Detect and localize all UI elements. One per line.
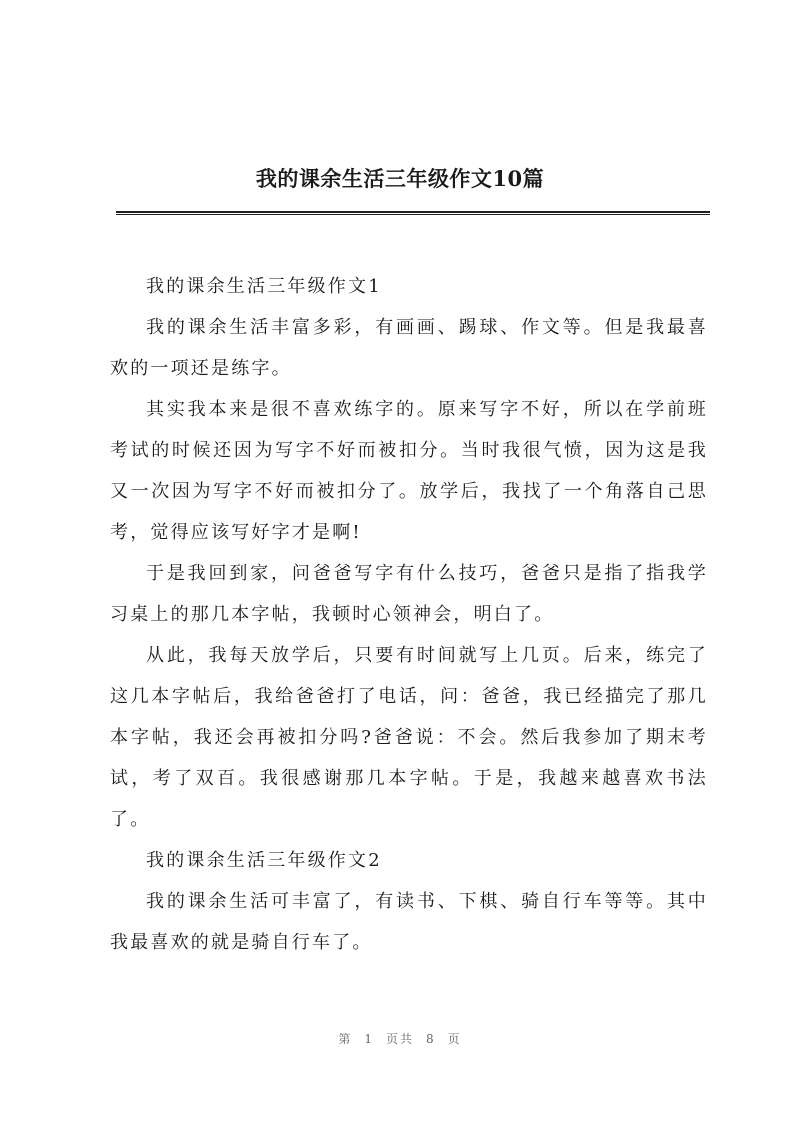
paragraph: 于是我回到家，问爸爸写字有什么技巧，爸爸只是指了指我学习桌上的那几本字帖，我顿时心领神会，明白了。 (110, 563, 708, 625)
footer-prefix: 第 (338, 1032, 353, 1046)
paragraph: 我的课余生活可丰富了，有读书、下棋、骑自行车等等。其中我最喜欢的就是骑自行车了。 (110, 891, 708, 953)
paragraph: 从此，我每天放学后，只要有时间就写上几页。后来，练完了这几本字帖后，我给爸爸打了电话，问：爸爸，我已经描完了那几本字帖，我还会再被扣分吗?爸爸说：不会。然后我参加了期末考试，考了双百。我很感谢那几本字帖。于是，我越来越喜欢书法了。 (110, 645, 708, 830)
document-body (110, 266, 708, 963)
footer-middle: 页共 (385, 1032, 414, 1046)
section-heading-1: 我的课余生活三年级作文1 (146, 276, 382, 297)
title-divider-thin (116, 214, 710, 215)
title-divider (116, 211, 710, 213)
footer-suffix: 页 (447, 1032, 462, 1046)
section-heading-2: 我的课余生活三年级作文2 (146, 850, 382, 871)
page-footer (0, 1030, 800, 1047)
document-title: 我的课余生活三年级作文10篇 (255, 166, 545, 191)
paragraph: 其实我本来是很不喜欢练字的。原来写字不好，所以在学前班考试的时候还因为写字不好而被扣分。当时我很气愤，因为这是我又一次因为写字不好而被扣分了。放学后，我找了一个角落自己思考，觉得应该写好字才是啊! (110, 399, 708, 543)
footer-total-pages: 8 (426, 1032, 436, 1046)
paragraph: 我的课余生活丰富多彩，有画画、踢球、作文等。但是我最喜欢的一项还是练字。 (110, 317, 708, 379)
footer-page-number: 1 (364, 1032, 374, 1046)
